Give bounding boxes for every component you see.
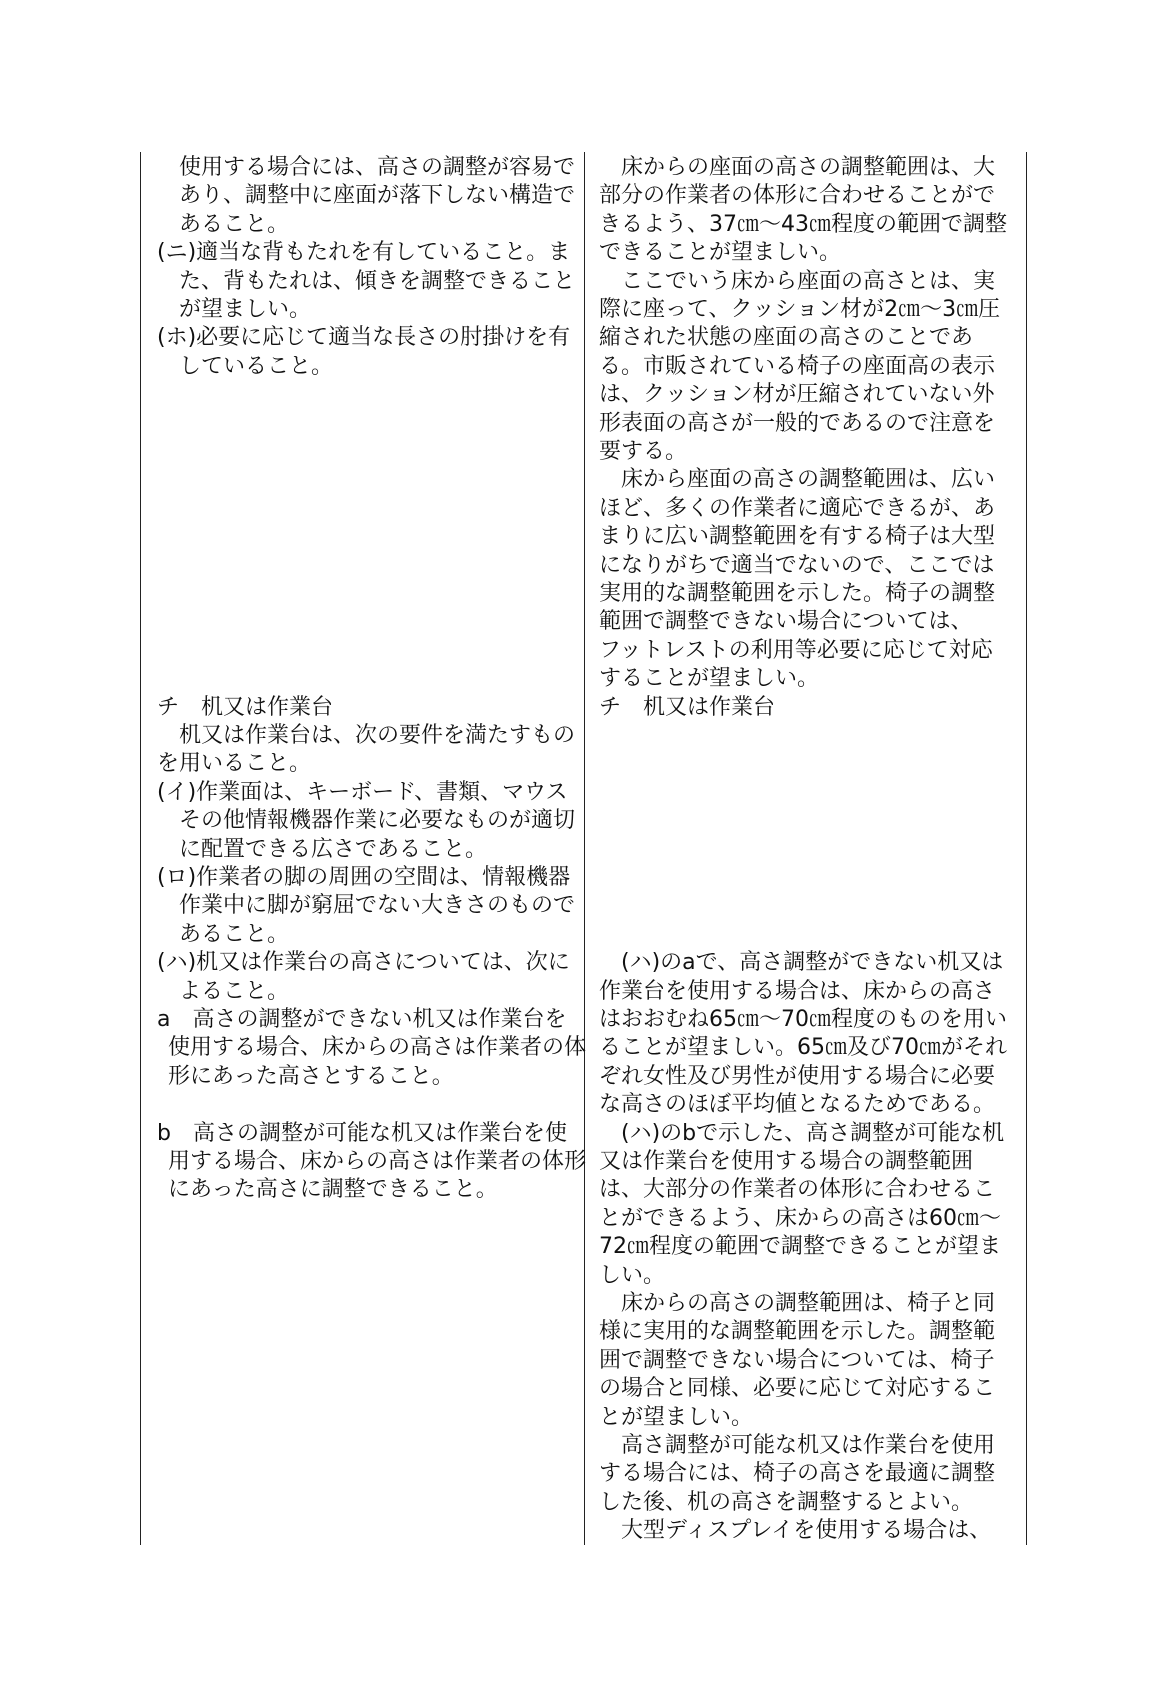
left-column-line: 使用する場合には、高さの調整が容易で xyxy=(179,155,576,180)
column-divider-line xyxy=(584,152,585,1545)
right-column-line: ここでいう床から座面の高さとは、実 xyxy=(621,268,996,294)
right-column-line: チ 机又は作業台 xyxy=(599,694,776,720)
left-column-line: あること。 xyxy=(179,921,290,947)
right-column-line: きるよう、37㎝～43㎝程度の範囲で調整 xyxy=(599,211,1007,237)
right-column-line: しい。 xyxy=(599,1262,666,1288)
left-column-line: b 高さの調整が可能な机又は作業台を使 xyxy=(157,1120,567,1146)
right-column-line: はおおむね65㎝～70㎝程度のものを用い xyxy=(599,1007,1007,1032)
right-column-line: ぞれ女性及び男性が使用する場合に必要 xyxy=(599,1063,996,1089)
left-column-line: に配置できる広さであること。 xyxy=(179,836,488,862)
right-column-line: 床からの座面の高さの調整範囲は、大 xyxy=(621,155,996,180)
right-column-line: る。市販されている椅子の座面高の表示 xyxy=(599,353,996,379)
right-column-line: 部分の作業者の体形に合わせることがで xyxy=(599,183,996,209)
right-column-line: 際に座って、クッション材が2㎝～3㎝圧 xyxy=(599,297,1001,322)
right-column-line: できることが望ましい。 xyxy=(599,240,842,266)
right-column-line: 床からの高さの調整範囲は、椅子と同 xyxy=(621,1291,996,1316)
left-column-line: (ニ)適当な背もたれを有していること。ま xyxy=(157,240,571,266)
right-column-line: な高さのほぼ平均値となるためである。 xyxy=(599,1092,996,1118)
right-column-line: は、クッション材が圧縮されていない外 xyxy=(599,382,995,408)
right-column-line: 72㎝程度の範囲で調整できることが望ま xyxy=(599,1234,1001,1260)
left-column-line: 用する場合、床からの高さは作業者の体形 xyxy=(168,1149,587,1174)
right-column-line: は、大部分の作業者の体形に合わせるこ xyxy=(599,1177,996,1203)
right-column-line: 形表面の高さが一般的であるので注意を xyxy=(599,410,996,436)
left-column-line: あること。 xyxy=(179,211,290,237)
right-column-line: 範囲で調整できない場合については、 xyxy=(599,609,973,635)
right-column-line: フットレストの利用等必要に応じて対応 xyxy=(599,637,993,663)
right-column-line: の場合と同様、必要に応じて対応するこ xyxy=(599,1376,996,1402)
right-column-line: した後、机の高さを調整するとよい。 xyxy=(599,1489,974,1515)
right-column-line: ほど、多くの作業者に適応できるが、あ xyxy=(599,495,996,521)
left-column-line: その他情報機器作業に必要なものが適切 xyxy=(179,808,576,834)
right-column-line: 作業台を使用する場合は、床からの高さ xyxy=(599,978,996,1004)
right-column-line: 床から座面の高さの調整範囲は、広い xyxy=(621,467,996,493)
left-column-line: よること。 xyxy=(179,978,290,1004)
left-column-line: (ホ)必要に応じて適当な長さの肘掛けを有 xyxy=(157,325,571,351)
right-column-line: (ハ)のbで示した、高さ調整が可能な机 xyxy=(621,1120,1005,1146)
left-column-line: を用いること。 xyxy=(157,751,312,777)
left-column-line: が望ましい。 xyxy=(179,297,312,322)
right-column-line: 実用的な調整範囲を示した。椅子の調整 xyxy=(599,581,996,606)
left-column-line: 使用する場合、床からの高さは作業者の体 xyxy=(168,1035,587,1061)
left-column-line: (ハ)机又は作業台の高さについては、次に xyxy=(157,950,570,976)
right-column-line: 要する。 xyxy=(599,439,688,464)
right-column-line: 大型ディスプレイを使用する場合は、 xyxy=(621,1518,992,1544)
right-column-line: 高さ調整が可能な机又は作業台を使用 xyxy=(621,1433,996,1458)
right-column-line: になりがちで適当でないので、ここでは xyxy=(599,552,995,578)
right-column-line: (ハ)のaで、高さ調整ができない机又は xyxy=(621,950,1004,976)
right-border-line xyxy=(1026,152,1027,1545)
right-column-line: 縮された状態の座面の高さのことであ xyxy=(599,325,974,351)
right-column-line: 囲で調整できない場合については、椅子 xyxy=(599,1347,995,1373)
left-column-line: していること。 xyxy=(179,353,334,379)
right-column-line: 様に実用的な調整範囲を示した。調整範 xyxy=(599,1319,996,1345)
right-column-line: することが望ましい。 xyxy=(599,666,820,692)
left-column-line: にあった高さに調整できること。 xyxy=(168,1177,498,1203)
right-column-line: 又は作業台を使用する場合の調整範囲 xyxy=(599,1149,974,1174)
left-column-line: 形にあった高さとすること。 xyxy=(168,1063,454,1089)
right-column-line: する場合には、椅子の高さを最適に調整 xyxy=(599,1461,996,1487)
right-column-line: とが望ましい。 xyxy=(599,1404,754,1430)
left-column-line: 作業中に脚が窮屈でない大きさのもので xyxy=(179,893,576,919)
left-column-line: チ 机又は作業台 xyxy=(157,694,334,720)
right-column-line: まりに広い調整範囲を有する椅子は大型 xyxy=(599,524,996,550)
left-column-line: (イ)作業面は、キーボード、書類、マウス xyxy=(157,779,568,805)
left-column-line: 机又は作業台は、次の要件を満たすもの xyxy=(179,723,576,748)
left-column-line: た、背もたれは、傾きを調整できること xyxy=(179,268,576,294)
left-border-line xyxy=(140,152,141,1545)
left-column-line: (ロ)作業者の脚の周囲の空間は、情報機器 xyxy=(157,865,571,890)
left-column-line: あり、調整中に座面が落下しない構造で xyxy=(179,183,576,209)
left-column-line: a 高さの調整ができない机又は作業台を xyxy=(157,1007,567,1032)
right-column-line: ることが望ましい。65㎝及び70㎝がそれ xyxy=(599,1035,1007,1061)
right-column-line: とができるよう、床からの高さは60㎝～ xyxy=(599,1205,1001,1231)
